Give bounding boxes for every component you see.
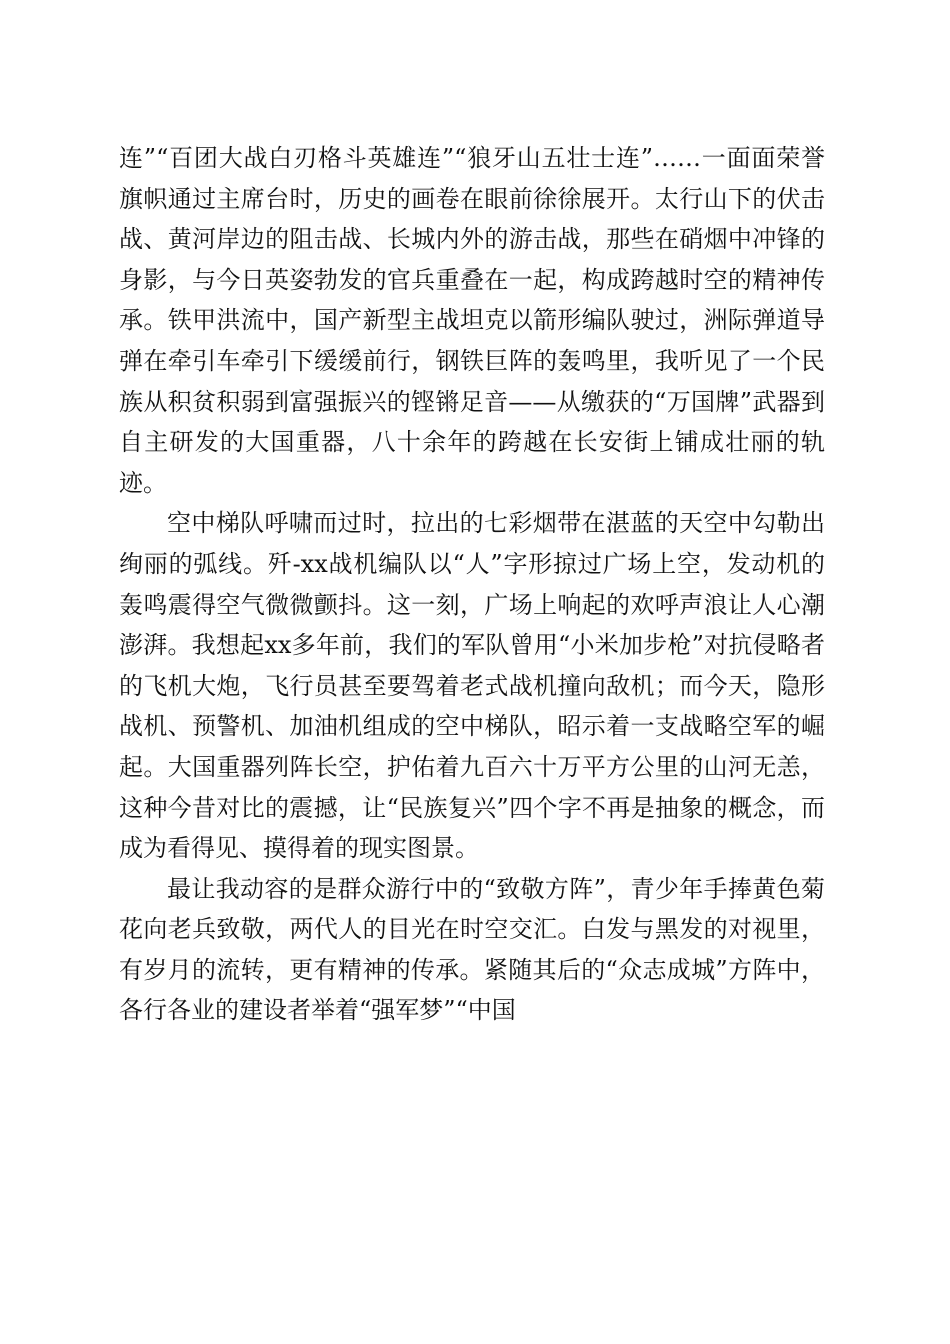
paragraph-1: 连”“百团大战白刃格斗英雄连”“狼牙山五壮士连”……一面面荣誉旗帜通过主席台时，历史的画卷在眼前徐徐展开。太行山下的伏击战、黄河岸边的阻击战、长城内外的游击战，那些在硝烟中冲锋的身影，与今日英姿勃发的官兵重叠在一起，构成跨越时空的精神传承。铁甲洪流中，国产新型主战坦克以箭形编队驶过，洲际弹道导弹在牵引车牵引下缓缓前行，钢铁巨阵的轰鸣里，我听见了一个民族从积贫积弱到富强振兴的铿锵足音——从缴获的“万国牌”武器到自主研发的大国重器，八十余年的跨越在长安街上铺成壮丽的轨迹。	[119, 144, 825, 497]
paragraph-3: 最让我动容的是群众游行中的“致敬方阵”，青少年手捧黄色菊花向老兵致敬，两代人的目光在时空交汇。白发与黑发的对视里，有岁月的流转，更有精神的传承。紧随其后的“众志成城”方阵中，各行各业的建设者举着“强军梦”“中国	[119, 874, 825, 1025]
paragraph-2: 空中梯队呼啸而过时，拉出的七彩烟带在湛蓝的天空中勾勒出绚丽的弧线。歼-xx战机编队以“人”字形掠过广场上空，发动机的轰鸣震得空气微微颤抖。这一刻，广场上响起的欢呼声浪让人心潮澎湃。我想起xx多年前，我们的军队曾用“小米加步枪”对抗侵略者的飞机大炮，飞行员甚至要驾着老式战机撞向敌机；而今天，隐形战机、预警机、加油机组成的空中梯队，昭示着一支战略空军的崛起。大国重器列阵长空，护佑着九百六十万平方公里的山河无恙，这种今昔对比的震撼，让“民族复兴”四个字不再是抽象的概念，而成为看得见、摸得着的现实图景。	[119, 509, 825, 863]
body-text	[119, 138, 825, 1031]
